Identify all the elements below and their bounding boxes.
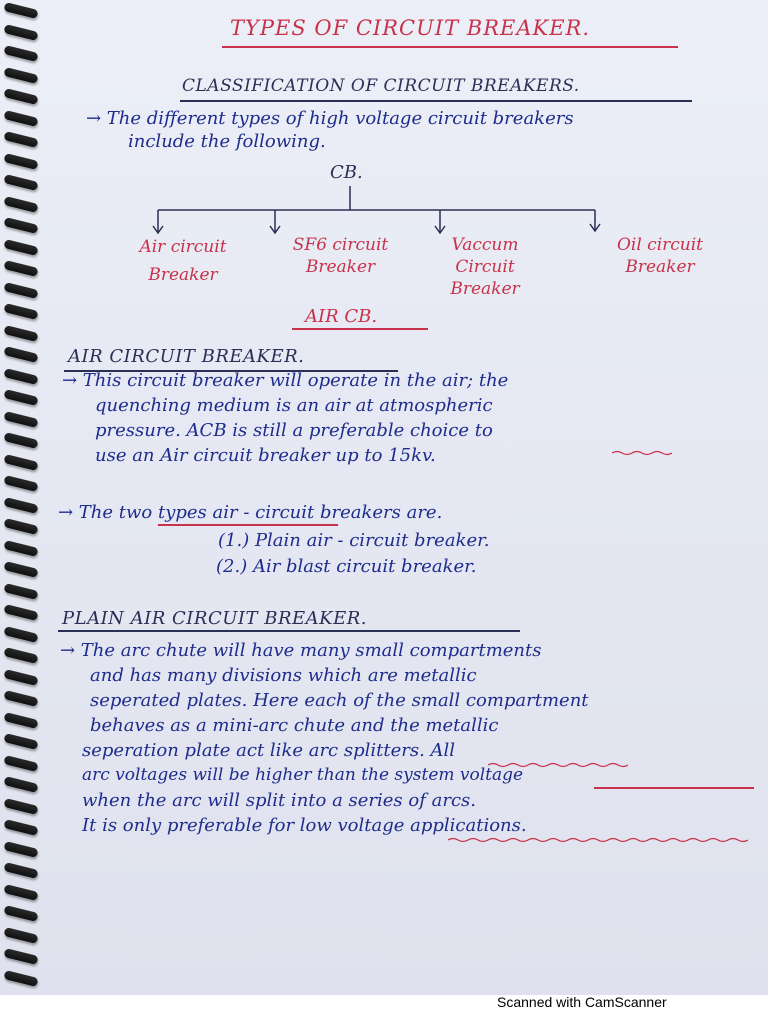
plain-acb-line-7: when the arc will split into a series of arcs. [82, 790, 476, 811]
spiral-ring [3, 798, 38, 815]
air-cb-line-1: → This circuit breaker will operate in the air; the [62, 370, 509, 391]
spiral-ring [3, 325, 38, 342]
plain-acb-line-8: It is only preferable for low voltage applications. [82, 815, 527, 836]
intro-line-2: include the following. [128, 131, 326, 152]
page-title: TYPES OF CIRCUIT BREAKER. [230, 16, 591, 40]
branch-sf6-line2: Breaker [305, 257, 376, 277]
branch-air-line2: Breaker [148, 265, 218, 285]
tree-root-label: CB. [330, 162, 363, 183]
branch-oil-line1: Oil circuit [616, 235, 704, 255]
spiral-ring [3, 927, 38, 944]
types-intro: → The two types air - circuit breakers are. [58, 502, 443, 523]
spiral-ring [3, 669, 38, 686]
plain-acb-line-6: arc voltages will be higher than the system voltage [82, 765, 524, 785]
spiral-ring [3, 755, 38, 772]
spiral-ring [3, 626, 38, 643]
low-voltage-wavy-underline [448, 837, 748, 843]
branch-vacuum-line3: Breaker [450, 279, 520, 299]
plain-acb-heading: PLAIN AIR CIRCUIT BREAKER. [62, 608, 368, 629]
spiral-ring [3, 475, 38, 492]
air-cb-label-underline [292, 328, 428, 330]
spiral-ring [3, 303, 38, 320]
spiral-ring [3, 841, 38, 858]
spiral-ring [3, 733, 38, 750]
plain-acb-line-1: → The arc chute will have many small compartments [60, 640, 542, 661]
spiral-ring [3, 432, 38, 449]
spiral-ring [3, 540, 38, 557]
intro-line-1: → The different types of high voltage circuit breakers [86, 108, 574, 129]
15kv-wavy-underline [612, 450, 672, 456]
spiral-ring [3, 948, 38, 965]
spiral-ring [3, 884, 38, 901]
two-types-underline [158, 524, 338, 526]
spiral-ring [3, 389, 38, 406]
camscanner-watermark: Scanned with CamScanner [497, 994, 667, 1010]
spiral-ring [3, 561, 38, 578]
plain-acb-heading-underline [58, 630, 520, 632]
spiral-ring [3, 712, 38, 729]
spiral-ring [3, 454, 38, 471]
branch-vacuum-line1: Vaccum [451, 235, 519, 255]
spiral-ring [3, 346, 38, 363]
system-voltage-underline [594, 787, 754, 789]
air-cb-heading: AIR CIRCUIT BREAKER. [68, 346, 305, 367]
spiral-ring [3, 411, 38, 428]
air-cb-line-4: use an Air circuit breaker up to 15kv. [95, 445, 436, 466]
air-cb-line-3: pressure. ACB is still a preferable choice to [95, 420, 493, 441]
branch-air-cb [118, 236, 248, 286]
spiral-ring [3, 647, 38, 664]
spiral-ring [3, 583, 38, 600]
spiral-ring [3, 819, 38, 836]
branch-oil-line2: Breaker [625, 257, 695, 277]
spiral-ring [3, 776, 38, 793]
type-1: (1.) Plain air - circuit breaker. [218, 530, 490, 551]
branch-vacuum-line2: Circuit [455, 257, 515, 277]
air-cb-section-label: AIR CB. [305, 306, 378, 327]
spiral-ring [3, 970, 38, 987]
spiral-ring [3, 518, 38, 535]
spiral-ring [3, 497, 38, 514]
plain-acb-line-3: seperated plates. Here each of the small compartment [90, 690, 589, 711]
air-cb-line-2: quenching medium is an air at atmospheric [95, 395, 493, 416]
spiral-ring [3, 604, 38, 621]
classification-heading: CLASSIFICATION OF CIRCUIT BREAKERS. [182, 76, 580, 96]
branch-sf6-line1: SF6 circuit [292, 235, 389, 255]
branch-oil-cb [585, 234, 735, 278]
type-2: (2.) Air blast circuit breaker. [216, 556, 477, 577]
spiral-ring [3, 862, 38, 879]
spiral-ring [3, 368, 38, 385]
plain-acb-line-2: and has many divisions which are metallic [90, 665, 477, 686]
branch-air-line1: Air circuit [139, 237, 227, 257]
plain-acb-line-5: seperation plate act like arc splitters. All [82, 740, 456, 761]
plain-acb-line-4: behaves as a mini-arc chute and the metallic [90, 715, 499, 736]
spiral-ring [3, 690, 38, 707]
branch-vacuum-cb [425, 234, 545, 300]
spiral-ring [3, 905, 38, 922]
branch-sf6-cb [268, 234, 413, 278]
